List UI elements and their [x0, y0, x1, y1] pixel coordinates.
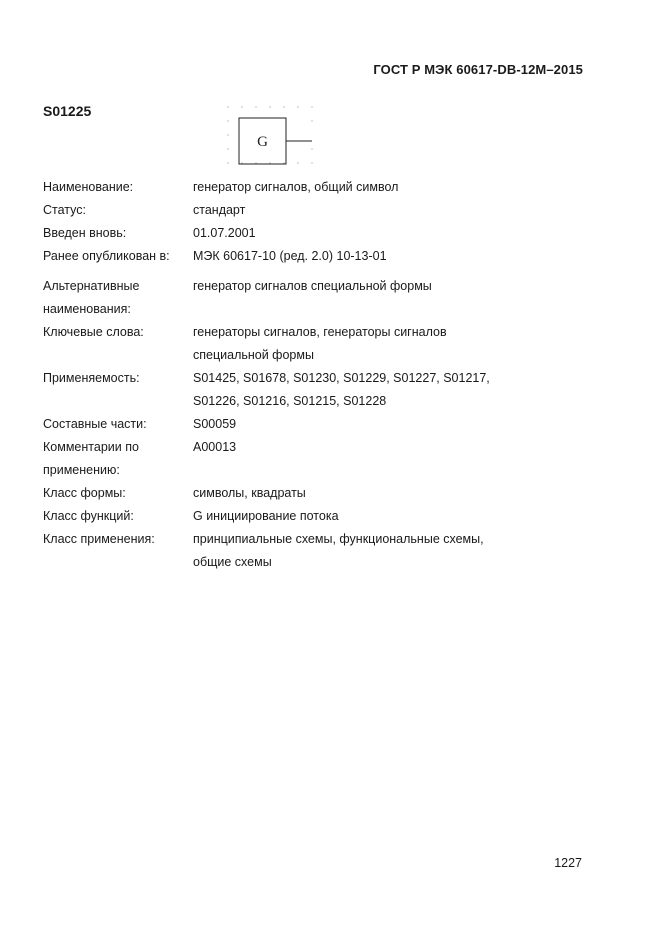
- field-value: генератор сигналов, общий символ: [193, 180, 399, 194]
- field-row-keywords: [43, 321, 543, 367]
- field-value: 01.07.2001: [193, 226, 256, 240]
- field-row-shape-class: [43, 482, 543, 505]
- field-label: Ранее опубликован в:: [43, 249, 170, 263]
- field-label: Составные части:: [43, 417, 147, 431]
- field-label: Класс применения:: [43, 532, 155, 546]
- field-row-previously-published: [43, 245, 543, 268]
- field-row-name: [43, 176, 543, 199]
- field-label: Альтернативные наименования:: [43, 279, 140, 316]
- field-row-alternative-names: [43, 275, 543, 321]
- page-number: 1227: [554, 856, 582, 870]
- field-label: Класс формы:: [43, 486, 126, 500]
- field-label: Статус:: [43, 203, 86, 217]
- field-row-components: [43, 413, 543, 436]
- field-row-introduced: [43, 222, 543, 245]
- field-value: генераторы сигналов, генераторы сигналов специальной формы: [193, 325, 447, 362]
- field-row-application-notes: [43, 436, 543, 482]
- field-value: символы, квадраты: [193, 486, 306, 500]
- field-value: A00013: [193, 440, 237, 454]
- signal-generator-symbol: [226, 105, 322, 167]
- attribute-table: [43, 176, 543, 574]
- field-value: МЭК 60617-10 (ред. 2.0) 10-13-01: [193, 249, 387, 263]
- field-label: Применяемость:: [43, 371, 140, 385]
- field-row-application-class: [43, 528, 543, 574]
- field-value: генератор сигналов специальной формы: [193, 279, 432, 293]
- field-value: S01425, S01678, S01230, S01229, S01227, S01217, S01226, S01216, S01215, S01228: [193, 371, 490, 408]
- field-value: S00059: [193, 417, 237, 431]
- field-value: G инициирование потока: [193, 509, 339, 523]
- field-label: Введен вновь:: [43, 226, 127, 240]
- field-label: Класс функций:: [43, 509, 134, 523]
- field-row-function-class: [43, 505, 543, 528]
- generator-letter: G: [257, 134, 268, 150]
- field-label: Наименование:: [43, 180, 134, 194]
- symbol-code: S01225: [43, 103, 92, 119]
- field-value: принципиальные схемы, функциональные схемы, общие схемы: [193, 532, 484, 569]
- field-value: стандарт: [193, 203, 246, 217]
- field-row-status: [43, 199, 543, 222]
- document-header: ГОСТ Р МЭК 60617-DB-12M–2015: [373, 62, 583, 77]
- field-row-applicability: [43, 367, 543, 413]
- field-label: Ключевые слова:: [43, 325, 144, 339]
- field-label: Комментарии по применению:: [43, 440, 139, 477]
